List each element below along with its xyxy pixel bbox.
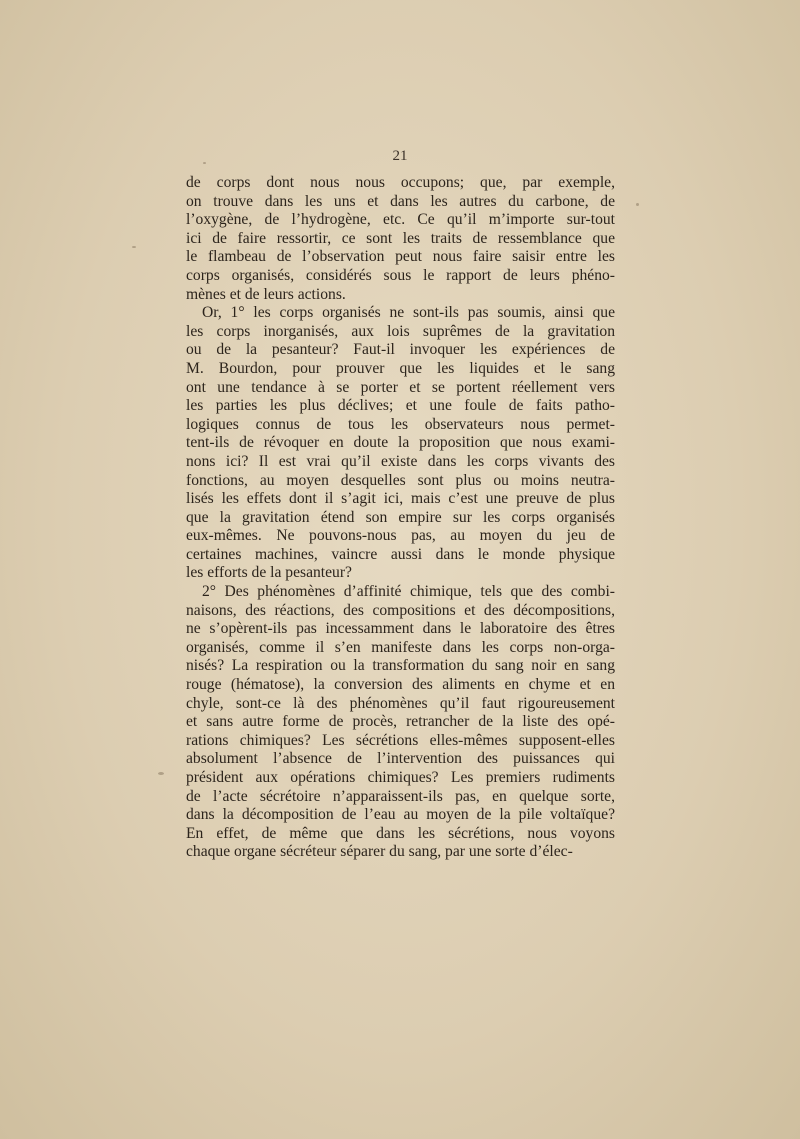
text-line: logiques connus de tous les observateurs nous permet- xyxy=(186,415,615,433)
text-line: fonctions, au moyen desquelles sont plus ou moins neutra- xyxy=(186,471,615,489)
text-line: les parties les plus déclives; et une foule de faits patho- xyxy=(186,397,615,415)
text-line: tent-ils de révoquer en doute la proposition que nous exami- xyxy=(186,434,615,452)
text-line: ou de la pesanteur? Faut-il invoquer les expériences de xyxy=(186,341,615,359)
text-line: dans la décomposition de l’eau au moyen de la pile voltaïque? xyxy=(186,806,615,824)
text-line: lisés les effets dont il s’agit ici, mais c’est une preuve de plus xyxy=(186,490,615,508)
text-line: les efforts de la pesanteur? xyxy=(186,564,352,582)
text-line: En effet, de même que dans les sécrétions, nous voyons xyxy=(186,824,615,842)
page-number: 21 xyxy=(392,148,408,164)
text-line: on trouve dans les uns et dans les autres du carbone, de xyxy=(186,192,615,210)
text-line: eux-mêmes. Ne pouvons-nous pas, au moyen du jeu de xyxy=(186,527,615,545)
text-line: chyle, sont-ce là des phénomènes qu’il faut rigoureusement xyxy=(186,694,615,712)
text-line: M. Bourdon, pour prouver que les liquides et le sang xyxy=(186,359,615,377)
text-line: absolument l’absence de l’intervention des puissances qui xyxy=(186,750,615,768)
text-line: certaines machines, vaincre aussi dans le monde physique xyxy=(186,545,615,563)
paragraph xyxy=(186,304,615,583)
paper-speck xyxy=(636,203,639,206)
text-line: les corps inorganisés, aux lois suprêmes de la gravitation xyxy=(186,322,615,340)
text-line: le flambeau de l’observation peut nous faire saisir entre les xyxy=(186,248,615,266)
text-line: président aux opérations chimiques? Les premiers rudiments xyxy=(186,769,615,786)
text-line: ne s’opèrent-ils pas incessamment dans le laboratoire des êtres xyxy=(186,620,615,638)
text-line: corps organisés, considérés sous le rapport de leurs phéno- xyxy=(186,266,615,284)
paragraph xyxy=(186,583,615,862)
text-line: Or, 1° les corps organisés ne sont-ils pas soumis, ainsi que xyxy=(202,304,615,322)
text-line: rations chimiques? Les sécrétions elles-mêmes supposent-elles xyxy=(186,731,615,749)
text-line: chaque organe sécréteur séparer du sang, par une sorte d’élec- xyxy=(186,843,573,861)
text-line: organisés, comme il s’en manifeste dans les corps non-orga- xyxy=(186,638,615,656)
paragraph xyxy=(186,174,615,304)
body-text xyxy=(186,174,615,862)
paper-speck xyxy=(158,772,164,775)
text-line: ici de faire ressortir, ce sont les traits de ressemblance que xyxy=(186,229,615,247)
text-line: de corps dont nous nous occupons; que, par exemple, xyxy=(186,174,615,191)
text-line: naisons, des réactions, des compositions et des décompositions, xyxy=(186,601,615,619)
text-line: 2° Des phénomènes d’affinité chimique, tels que des combi- xyxy=(202,583,615,601)
paper-speck xyxy=(132,246,136,248)
text-line: ont une tendance à se porter et se portent réellement vers xyxy=(186,378,615,396)
text-line: nisés? La respiration ou la transformation du sang noir en sang xyxy=(186,657,615,675)
text-line: que la gravitation étend son empire sur les corps organisés xyxy=(186,508,615,526)
text-line: mènes et de leurs actions. xyxy=(186,285,346,303)
text-line: l’oxygène, de l’hydrogène, etc. Ce qu’il m’importe sur-tout xyxy=(186,211,615,229)
text-line: nons ici? Il est vrai qu’il existe dans les corps vivants des xyxy=(186,452,615,470)
text-line: de l’acte sécrétoire n’apparaissent-ils pas, en quelque sorte, xyxy=(186,787,615,805)
text-line: et sans autre forme de procès, retrancher de la liste des opé- xyxy=(186,713,615,731)
text-line: rouge (hématose), la conversion des aliments en chyme et en xyxy=(186,676,615,694)
